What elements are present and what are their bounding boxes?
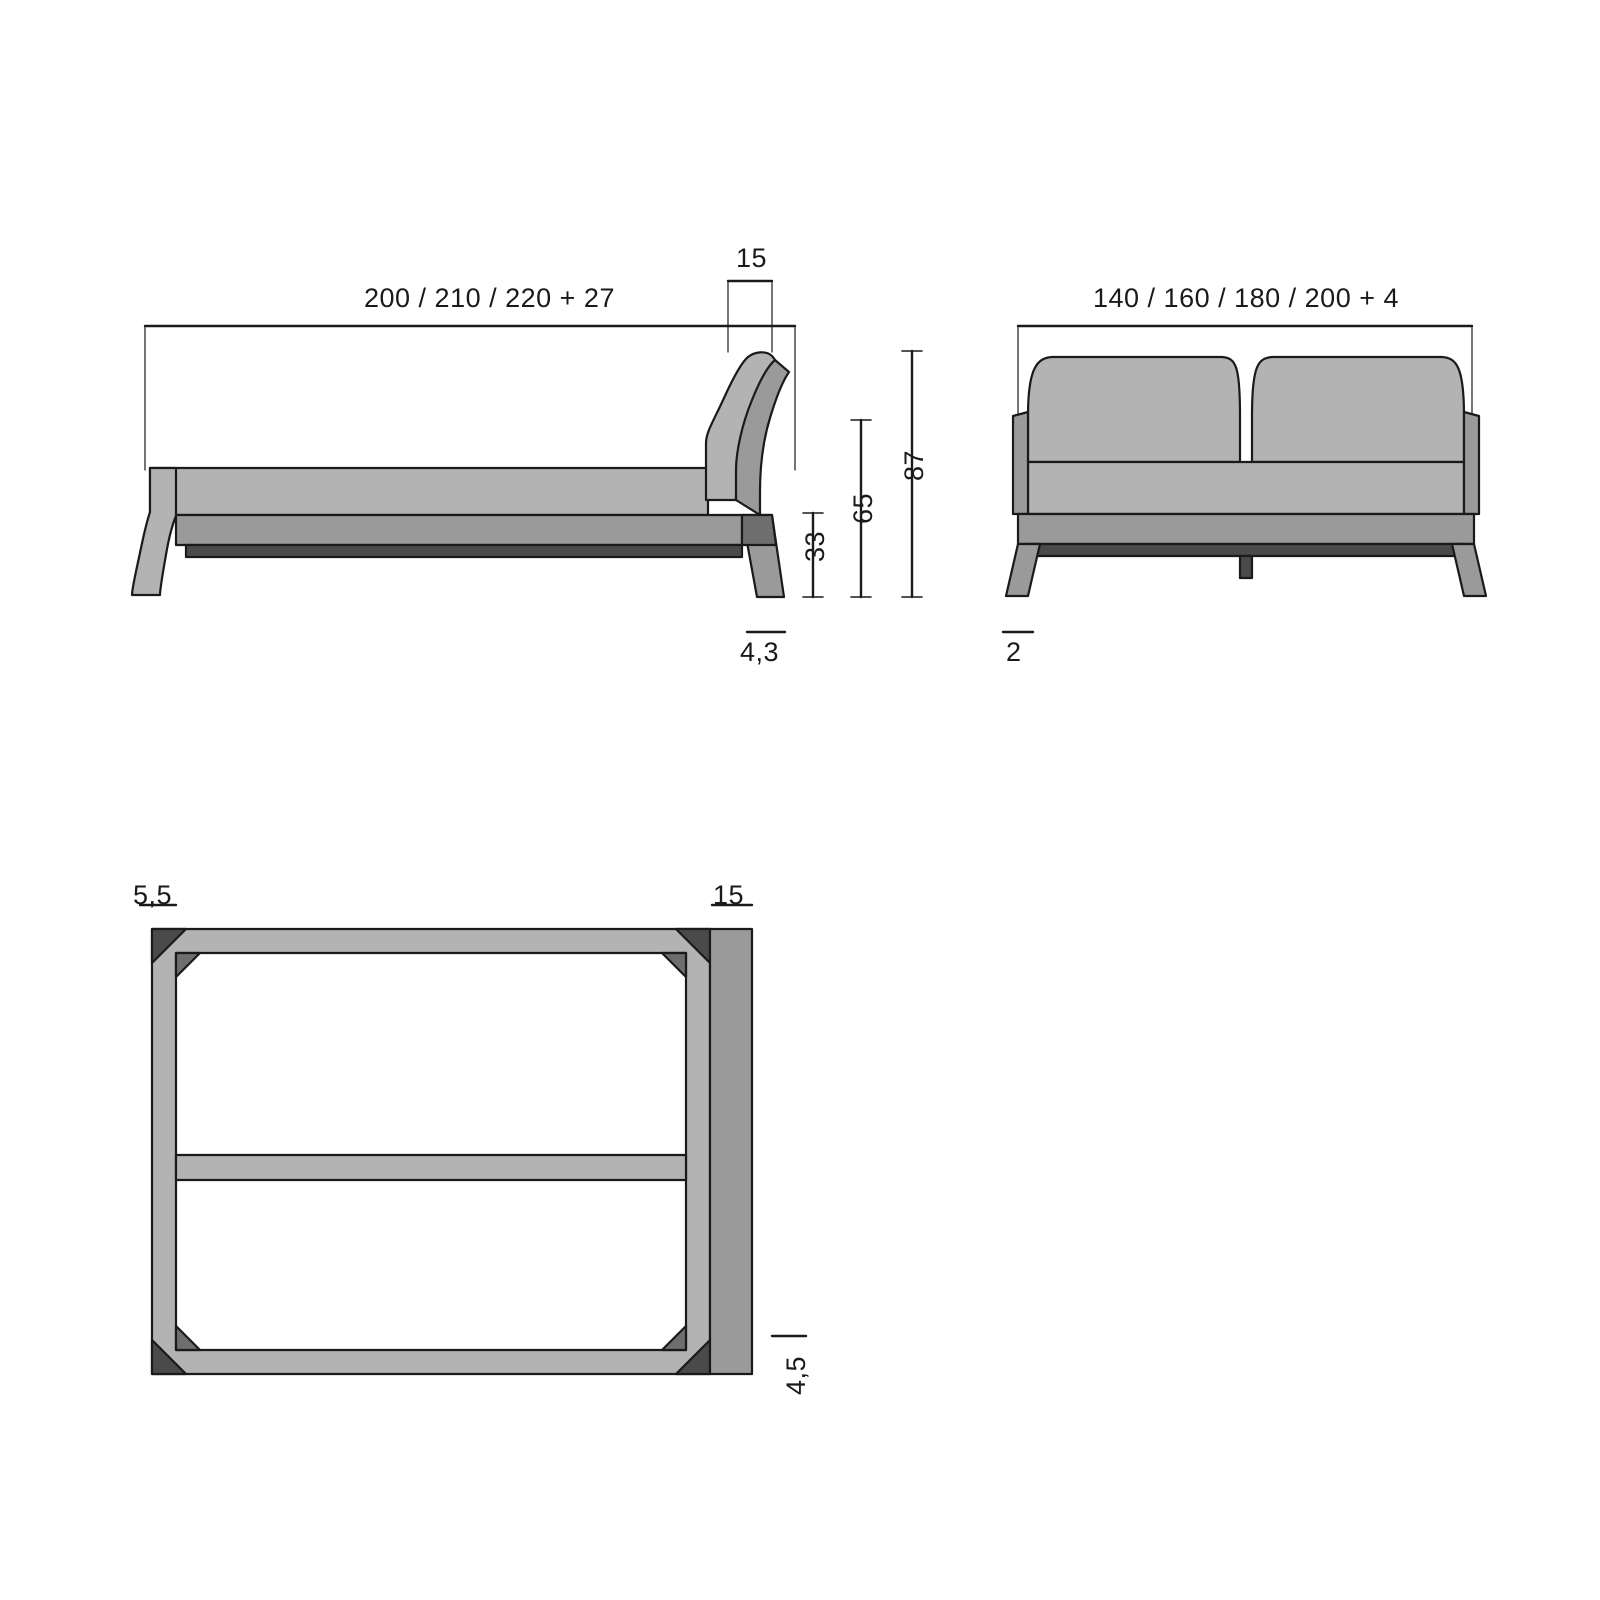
dim-top-rail-width: 5,5 (133, 880, 173, 910)
dim-top-rail-depth: 4,5 (781, 1355, 812, 1396)
dim-side-length: 200 / 210 / 220 + 27 (364, 283, 615, 313)
front-view-group (1003, 326, 1486, 632)
dim-top-headboard-thickness: 15 (713, 880, 745, 910)
dim-side-seat-height: 65 (848, 492, 879, 525)
top-view-group (140, 905, 806, 1374)
dim-side-headboard-thickness: 15 (736, 243, 768, 273)
dim-front-leg-detail: 2 (1006, 637, 1022, 667)
side-view-group (132, 281, 922, 632)
dim-side-frame-height: 33 (800, 530, 831, 563)
dim-side-total-height: 87 (899, 449, 930, 482)
dim-front-width: 140 / 160 / 180 / 200 + 4 (1093, 283, 1399, 313)
dim-side-foot-detail: 4,3 (740, 637, 780, 667)
